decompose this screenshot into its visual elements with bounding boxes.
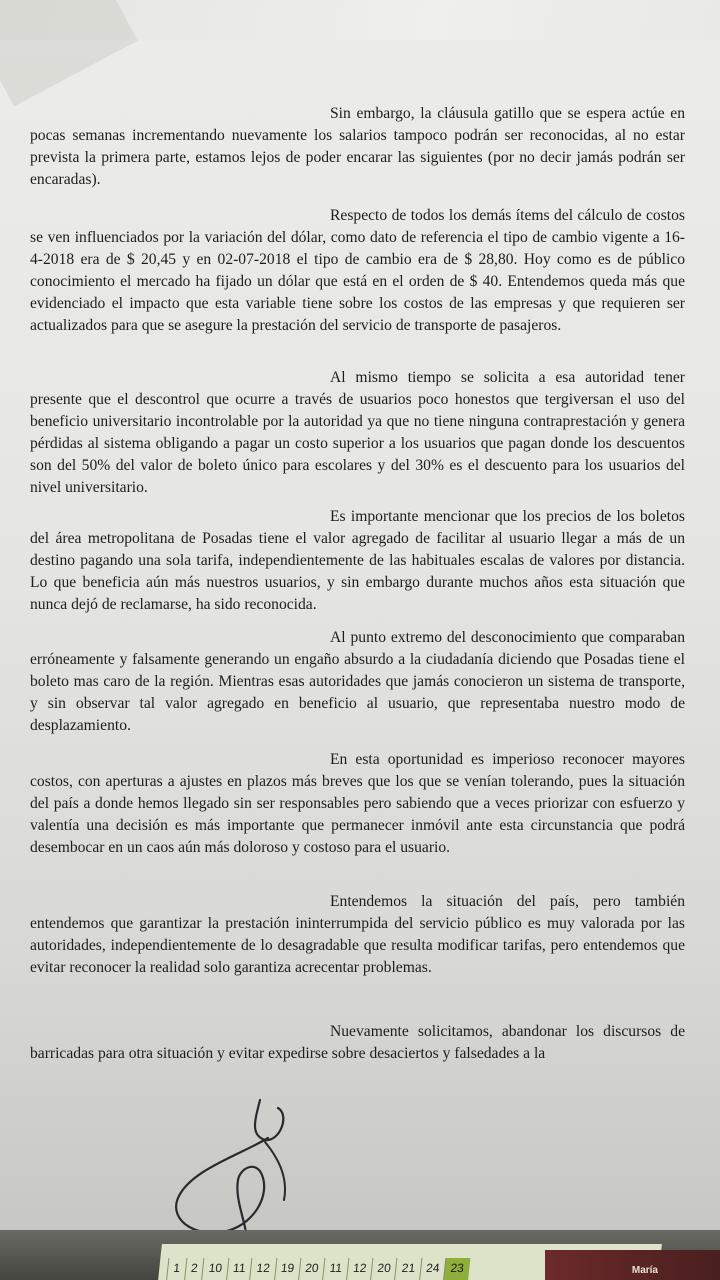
calendar-cell: 2 — [184, 1258, 204, 1280]
paragraph-clausula-gatillo: Sin embargo, la cláusula gatillo que se espera actúe en pocas semanas incrementando nuevamente los salarios tampoco podrán ser reconocidas, al no estar prevista la primera parte, estamos lejos de poder encarar las siguientes (por no decir jamás podrán ser encaradas). — [30, 105, 685, 188]
paragraph-desconocimiento: Al punto extremo del desconocimiento que comparaban erróneamente y falsamente generando un engaño absurdo a la ciudadanía diciendo que Posadas tiene el boleto mas caro de la región. Mientras esas autoridades que jamás conocieron un sistema de transporte, y sin observar tal valor agregado en beneficio al usuario, que representaba nuestro modo de desplazamiento. — [30, 629, 685, 734]
paragraph-costos-dolar: Respecto de todos los demás ítems del cálculo de costos se ven influenciados por la variación del dólar, como dato de referencia el tipo de cambio vigente a 16-4-2018 era de $ 20,45 y en 02-07-2018 el tipo de cambio era de $ 28,80. Hoy como es de público conocimiento el mercado ha fijado un dólar que está en el orden de $ 40. Entendemos queda más que evidenciado el impacto que esta variable tiene sobre los costos de las empresas y que requieren ser actualizados para que se asegure la prestación del servicio de transporte de pasajeros. — [30, 207, 685, 334]
handwritten-signature — [160, 1080, 360, 1250]
paragraph-beneficio-universitario: Al mismo tiempo se solicita a esa autoridad tener presente que el descontrol que ocurre a través de usuarios poco honestos que tergiversan el uso del beneficio universitario incontrolable por la autoridad ya que no tiene ninguna contraprestación y genera pérdidas al sistema obligando a pagar un costo superior a los usuarios que pagan donde los descuentos son del 50% del valor de boleto único para escolares y del 30% es el descuento para los usuarios del nivel universitario. — [30, 369, 685, 496]
calendar-cell-highlighted: 23 — [443, 1258, 470, 1280]
calendar-cell: 19 — [274, 1258, 301, 1280]
calendar-cell: 12 — [249, 1258, 276, 1280]
calendar-cell: 11 — [226, 1258, 252, 1280]
folded-corner — [0, 0, 138, 106]
paragraph-mayores-costos: En esta oportunidad es imperioso reconocer mayores costos, con aperturas a ajustes en plazos más breves que los que se venían tolerando, pues la situación del país a donde hemos llegado sin ser responsables pero sabiendo que a veces priorizar con esfuerzo y valentía una decisión es más importante que permanecer inmóvil ante esta circunstancia que podrá desembocar en un caos aún más doloroso y costoso para el usuario. — [30, 751, 685, 856]
calendar-cell: 20 — [298, 1258, 325, 1280]
calendar-brand-label: María — [631, 1265, 658, 1276]
calendar-cell: 21 — [395, 1258, 422, 1280]
paragraph-nuevamente-solicitamos: Nuevamente solicitamos, abandonar los discursos de barricadas para otra situación y evitar expedirse sobre desaciertos y falsedades a la — [30, 1023, 685, 1062]
calendar-cell: 12 — [346, 1258, 373, 1280]
calendar-cell: 10 — [201, 1258, 228, 1280]
paragraph-precios-boletos: Es importante mencionar que los precios de los boletos del área metropolitana de Posadas tiene el valor agregado de facilitar al usuario llegar a más de un destino pagando una sola tarifa, independientemente de las habituales escalas de valores por distancia. Lo que beneficia aún más nuestros usuarios, y sin embargo durante muchos años esta situación que nunca dejó de reclamarse, ha sido reconocida. — [30, 508, 685, 613]
calendar-cell: 20 — [370, 1258, 397, 1280]
calendar-cell: 1 — [166, 1258, 186, 1280]
paragraph-situacion-pais: Entendemos la situación del país, pero también entendemos que garantizar la prestación ininterrumpida del servicio público es muy valorada por las autoridades, independientemente de lo desagradable que resulta modificar tarifas, pero entendemos que evitar reconocer la realidad solo garantiza acrecentar problemas. — [30, 893, 685, 976]
calendar-cell: 11 — [322, 1258, 348, 1280]
calendar-cell: 24 — [419, 1258, 446, 1280]
